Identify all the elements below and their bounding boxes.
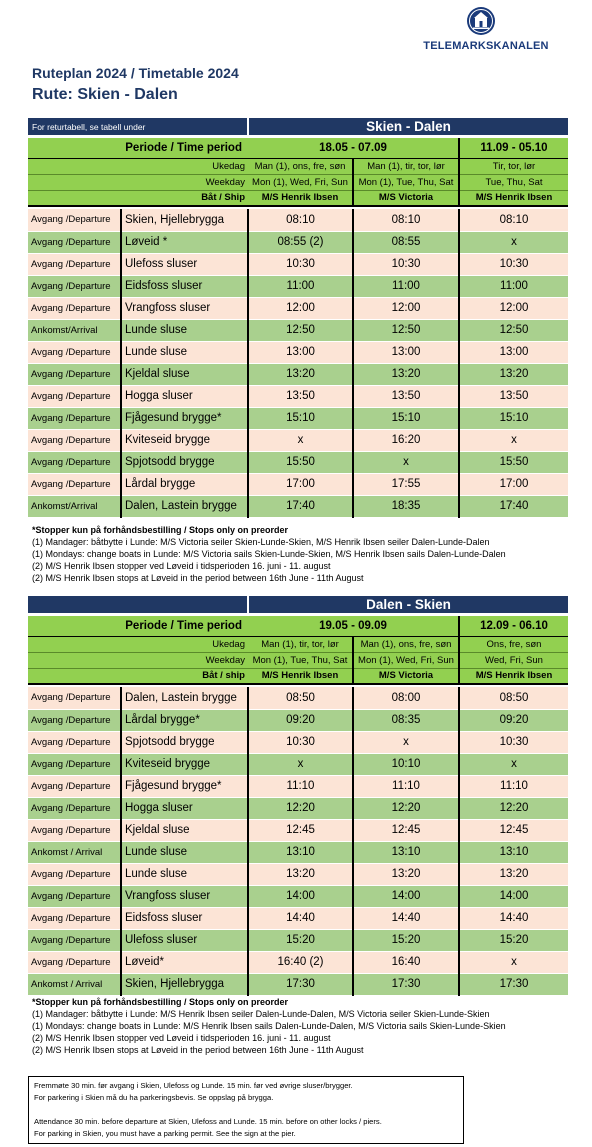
table-row [28,319,568,341]
period-value: 18.05 - 07.09 [248,138,459,158]
ship-row [28,190,568,206]
time-cell: 12:45 [353,819,459,841]
stop-name: Lunde sluse [121,841,248,863]
return-table-note: For returtabell, se tabell under [28,118,248,135]
footnotes-skien-dalen [32,524,506,584]
footnote: (2) M/S Henrik Ibsen stops at Løveid in the period between 16th June - 11th August [32,573,364,583]
stop-name: Fjågesund brygge* [121,775,248,797]
ship-name: M/S Henrik Ibsen [248,668,353,684]
period-label: Periode / Time period [28,616,248,636]
time-cell: 17:30 [248,973,353,995]
departure-type: Avgang /Departure [28,297,121,319]
time-cell: 17:30 [353,973,459,995]
table-row [28,753,568,775]
brand-name: TELEMARKSKANALEN [423,40,549,52]
time-cell: x [459,753,568,775]
time-cell: 15:10 [459,407,568,429]
time-cell: 08:35 [353,709,459,731]
time-cell: x [248,753,353,775]
time-cell: 08:10 [459,209,568,231]
time-cell: 17:40 [248,495,353,517]
attendance-info-box [28,1076,464,1144]
stop-name: Eidsfoss sluser [121,275,248,297]
table-row [28,363,568,385]
time-cell: 12:45 [248,819,353,841]
ship-label: Båt / Ship [28,190,248,206]
stop-name: Kjeldal sluse [121,819,248,841]
time-cell: 08:55 (2) [248,231,353,253]
stop-name: Kviteseid brygge [121,753,248,775]
departure-type: Avgang /Departure [28,687,121,709]
stop-name: Dalen, Lastein brygge [121,495,248,517]
departure-type: Avgang /Departure [28,797,121,819]
stop-name: Kviteseid brygge [121,429,248,451]
ukedag-value: Man (1), tir, tor, lør [353,158,459,174]
time-cell: x [353,451,459,473]
ukedag-value: Tir, tor, lør [459,158,568,174]
time-cell: 15:20 [248,929,353,951]
departure-type: Avgang /Departure [28,275,121,297]
weekday-value: Tue, Thu, Sat [459,174,568,190]
stop-name: Fjågesund brygge* [121,407,248,429]
stop-name: Spjotsodd brygge [121,731,248,753]
stop-name: Vrangfoss sluser [121,885,248,907]
time-cell: 15:20 [353,929,459,951]
stop-name: Lårdal brygge [121,473,248,495]
period-value: 12.09 - 06.10 [459,616,568,636]
time-cell: 13:50 [353,385,459,407]
time-cell: 14:00 [248,885,353,907]
table-row [28,297,568,319]
stop-name: Vrangfoss sluser [121,297,248,319]
weekday-label: Weekday [28,652,248,668]
weekday-row [28,652,568,668]
time-cell: 14:00 [459,885,568,907]
time-cell: 12:20 [248,797,353,819]
stop-name: Skien, Hjellebrygga [121,209,248,231]
footnotes-dalen-skien [32,996,506,1056]
departure-type: Avgang /Departure [28,451,121,473]
page-title: Ruteplan 2024 / Timetable 2024 [32,65,239,81]
time-cell: 13:50 [459,385,568,407]
time-cell: 12:50 [248,319,353,341]
time-cell: 12:50 [459,319,568,341]
table-row [28,907,568,929]
departure-type: Avgang /Departure [28,907,121,929]
time-cell: 15:20 [459,929,568,951]
ukedag-label: Ukedag [28,636,248,652]
time-cell: 13:00 [459,341,568,363]
ship-name: M/S Victoria [353,190,459,206]
time-cell: 08:00 [353,687,459,709]
schedule-body [28,687,568,995]
footnote: (2) M/S Henrik Ibsen stopper ved Løveid i tidsperioden 16. juni - 11. august [32,1033,331,1043]
info-line: Attendance 30 min. before departure at Skien, Ulefoss and Lunde. 15 min. before on other locks / piers. [34,1117,382,1126]
time-cell: x [248,429,353,451]
ship-name: M/S Henrik Ibsen [248,190,353,206]
table-row [28,253,568,275]
time-cell: 12:50 [353,319,459,341]
time-cell: 12:20 [353,797,459,819]
time-cell: 13:20 [248,363,353,385]
ship-name: M/S Henrik Ibsen [459,668,568,684]
departure-type: Avgang /Departure [28,231,121,253]
telemarkskanalen-logo [410,6,562,54]
time-cell: x [459,951,568,973]
table-row [28,407,568,429]
table-row [28,819,568,841]
time-cell: 08:50 [459,687,568,709]
departure-type: Avgang /Departure [28,253,121,275]
ukedag-value: Man (1), ons, fre, søn [353,636,459,652]
time-cell: 18:35 [353,495,459,517]
table-row [28,929,568,951]
time-cell: 16:40 [353,951,459,973]
table-row [28,841,568,863]
time-cell: 12:00 [248,297,353,319]
table-row [28,687,568,709]
period-label: Periode / Time period [28,138,248,158]
stop-name: Kjeldal sluse [121,363,248,385]
time-cell: 08:10 [248,209,353,231]
period-row [28,616,568,636]
time-cell: 15:50 [459,451,568,473]
time-cell: 09:20 [248,709,353,731]
table-row [28,775,568,797]
time-cell: 10:30 [459,253,568,275]
schedule-body [28,209,568,517]
weekday-row [28,174,568,190]
table-row [28,341,568,363]
time-cell: x [459,231,568,253]
table-row [28,973,568,995]
time-cell: 15:10 [353,407,459,429]
time-cell: 17:00 [248,473,353,495]
info-line [34,1104,458,1116]
time-cell: 13:20 [459,363,568,385]
table-banner [28,596,568,613]
time-cell: 17:00 [459,473,568,495]
table-row [28,863,568,885]
departure-type: Avgang /Departure [28,819,121,841]
footnote: *Stopper kun på forhåndsbestilling / Stops only on preorder [32,997,289,1007]
departure-type: Ankomst/Arrival [28,495,121,517]
time-cell: 13:10 [459,841,568,863]
weekday-value: Mon (1), Wed, Fri, Sun [353,652,459,668]
departure-type: Avgang /Departure [28,709,121,731]
time-cell: 12:45 [459,819,568,841]
departure-type: Avgang /Departure [28,885,121,907]
footnote: (2) M/S Henrik Ibsen stopper ved Løveid i tidsperioden 16. juni - 11. august [32,561,331,571]
weekday-label: Weekday [28,174,248,190]
timetable-dalen-skien [28,596,568,996]
ukedag-row [28,636,568,652]
departure-type: Ankomst / Arrival [28,973,121,995]
time-cell: x [459,429,568,451]
info-line: For parking in Skien, you must have a parking permit. See the sign at the pier. [34,1129,296,1138]
stop-name: Eidsfoss sluser [121,907,248,929]
footnote: (1) Mandager: båtbytte i Lunde: M/S Henrik Ibsen seiler Dalen-Lunde-Dalen, M/S Victoria seiler Skien-Lunde-Skien [32,1009,490,1019]
stop-name: Lunde sluse [121,319,248,341]
stop-name: Lunde sluse [121,863,248,885]
table-row [28,209,568,231]
route-title: Rute: Skien - Dalen [32,86,178,103]
departure-type: Ankomst/Arrival [28,319,121,341]
time-cell: 10:30 [248,253,353,275]
info-line: Fremmøte 30 min. før avgang i Skien, Ulefoss og Lunde. 15 min. før ved øvrige sluser/brygger. [34,1081,353,1090]
time-cell: 15:10 [248,407,353,429]
time-cell: 13:50 [248,385,353,407]
table-row [28,951,568,973]
info-line: For parkering i Skien må du ha parkeringsbevis. Se oppslag på brygga. [34,1093,274,1102]
footnote: (1) Mondays: change boats in Lunde: M/S Victoria sails Skien-Lunde-Skien, M/S Henrik Ibsen sails Dalen-Lunde-Dalen [32,549,506,559]
departure-type: Avgang /Departure [28,731,121,753]
footnote: (2) M/S Henrik Ibsen stops at Løveid in the period between 16th June - 11th August [32,1045,364,1055]
departure-type: Avgang /Departure [28,775,121,797]
table-row [28,731,568,753]
time-cell: 08:10 [353,209,459,231]
departure-type: Avgang /Departure [28,929,121,951]
table-row [28,231,568,253]
stop-name: Ulefoss sluser [121,929,248,951]
stop-name: Hogga sluser [121,797,248,819]
ukedag-value: Man (1), tir, tor, lør [248,636,353,652]
time-cell: 10:30 [248,731,353,753]
table-row [28,451,568,473]
time-cell: 13:20 [353,363,459,385]
time-cell: 13:20 [459,863,568,885]
time-cell: 17:30 [459,973,568,995]
time-cell: 13:00 [248,341,353,363]
departure-type: Avgang /Departure [28,753,121,775]
departure-type: Avgang /Departure [28,407,121,429]
time-cell: 10:30 [459,731,568,753]
departure-type: Avgang /Departure [28,209,121,231]
period-value: 11.09 - 05.10 [459,138,568,158]
time-cell: 10:10 [353,753,459,775]
weekday-value: Mon (1), Tue, Thu, Sat [353,174,459,190]
route-heading: Skien - Dalen [248,118,568,135]
departure-type: Avgang /Departure [28,363,121,385]
time-cell: 16:20 [353,429,459,451]
time-cell: 12:20 [459,797,568,819]
time-cell: 11:00 [459,275,568,297]
time-cell: 13:20 [353,863,459,885]
stop-name: Dalen, Lastein brygge [121,687,248,709]
ukedag-value: Ons, fre, søn [459,636,568,652]
stop-name: Spjotsodd brygge [121,451,248,473]
timetable-skien-dalen [28,118,568,518]
ukedag-label: Ukedag [28,158,248,174]
time-cell: 11:00 [248,275,353,297]
time-cell: x [353,731,459,753]
time-cell: 16:40 (2) [248,951,353,973]
departure-type: Avgang /Departure [28,385,121,407]
departure-type: Ankomst / Arrival [28,841,121,863]
departure-type: Avgang /Departure [28,429,121,451]
time-cell: 14:00 [353,885,459,907]
time-cell: 10:30 [353,253,459,275]
time-cell: 13:20 [248,863,353,885]
ship-row [28,668,568,684]
crest-icon [466,6,496,36]
time-cell: 11:10 [459,775,568,797]
table-row [28,885,568,907]
weekday-value: Mon (1), Tue, Thu, Sat [248,652,353,668]
ukedag-row [28,158,568,174]
time-cell: 17:55 [353,473,459,495]
stop-name: Løveid * [121,231,248,253]
ship-label: Båt / ship [28,668,248,684]
time-cell: 13:10 [248,841,353,863]
period-row [28,138,568,158]
weekday-value: Wed, Fri, Sun [459,652,568,668]
ship-name: M/S Henrik Ibsen [459,190,568,206]
stop-name: Hogga sluser [121,385,248,407]
footnote: (1) Mandager: båtbytte i Lunde: M/S Victoria seiler Skien-Lunde-Skien, M/S Henrik Ibsen seiler Dalen-Lunde-Dalen [32,537,490,547]
time-cell: 08:50 [248,687,353,709]
table-row [28,495,568,517]
footnote: *Stopper kun på forhåndsbestilling / Stops only on preorder [32,525,289,535]
stop-name: Løveid* [121,951,248,973]
time-cell: 13:10 [353,841,459,863]
footnote: (1) Mondays: change boats in Lunde: M/S Henrik Ibsen sails Dalen-Lunde-Dalen, M/S Victoria sails Skien-Lunde-Skien [32,1021,506,1031]
route-heading: Dalen - Skien [248,596,568,613]
departure-type: Avgang /Departure [28,863,121,885]
time-cell: 15:50 [248,451,353,473]
stop-name: Ulefoss sluser [121,253,248,275]
stop-name: Skien, Hjellebrygga [121,973,248,995]
departure-type: Avgang /Departure [28,341,121,363]
table-row [28,429,568,451]
time-cell: 14:40 [353,907,459,929]
time-cell: 12:00 [459,297,568,319]
time-cell: 08:55 [353,231,459,253]
stop-name: Lårdal brygge* [121,709,248,731]
table-row [28,275,568,297]
table-row [28,473,568,495]
weekday-value: Mon (1), Wed, Fri, Sun [248,174,353,190]
time-cell: 11:00 [353,275,459,297]
time-cell: 11:10 [248,775,353,797]
time-cell: 14:40 [459,907,568,929]
ukedag-value: Man (1), ons, fre, søn [248,158,353,174]
ship-name: M/S Victoria [353,668,459,684]
table-row [28,709,568,731]
time-cell: 14:40 [248,907,353,929]
stop-name: Lunde sluse [121,341,248,363]
time-cell: 17:40 [459,495,568,517]
table-row [28,797,568,819]
time-cell: 11:10 [353,775,459,797]
period-value: 19.05 - 09.09 [248,616,459,636]
departure-type: Avgang /Departure [28,473,121,495]
time-cell: 09:20 [459,709,568,731]
table-banner [28,118,568,135]
table-row [28,385,568,407]
time-cell: 12:00 [353,297,459,319]
departure-type: Avgang /Departure [28,951,121,973]
time-cell: 13:00 [353,341,459,363]
